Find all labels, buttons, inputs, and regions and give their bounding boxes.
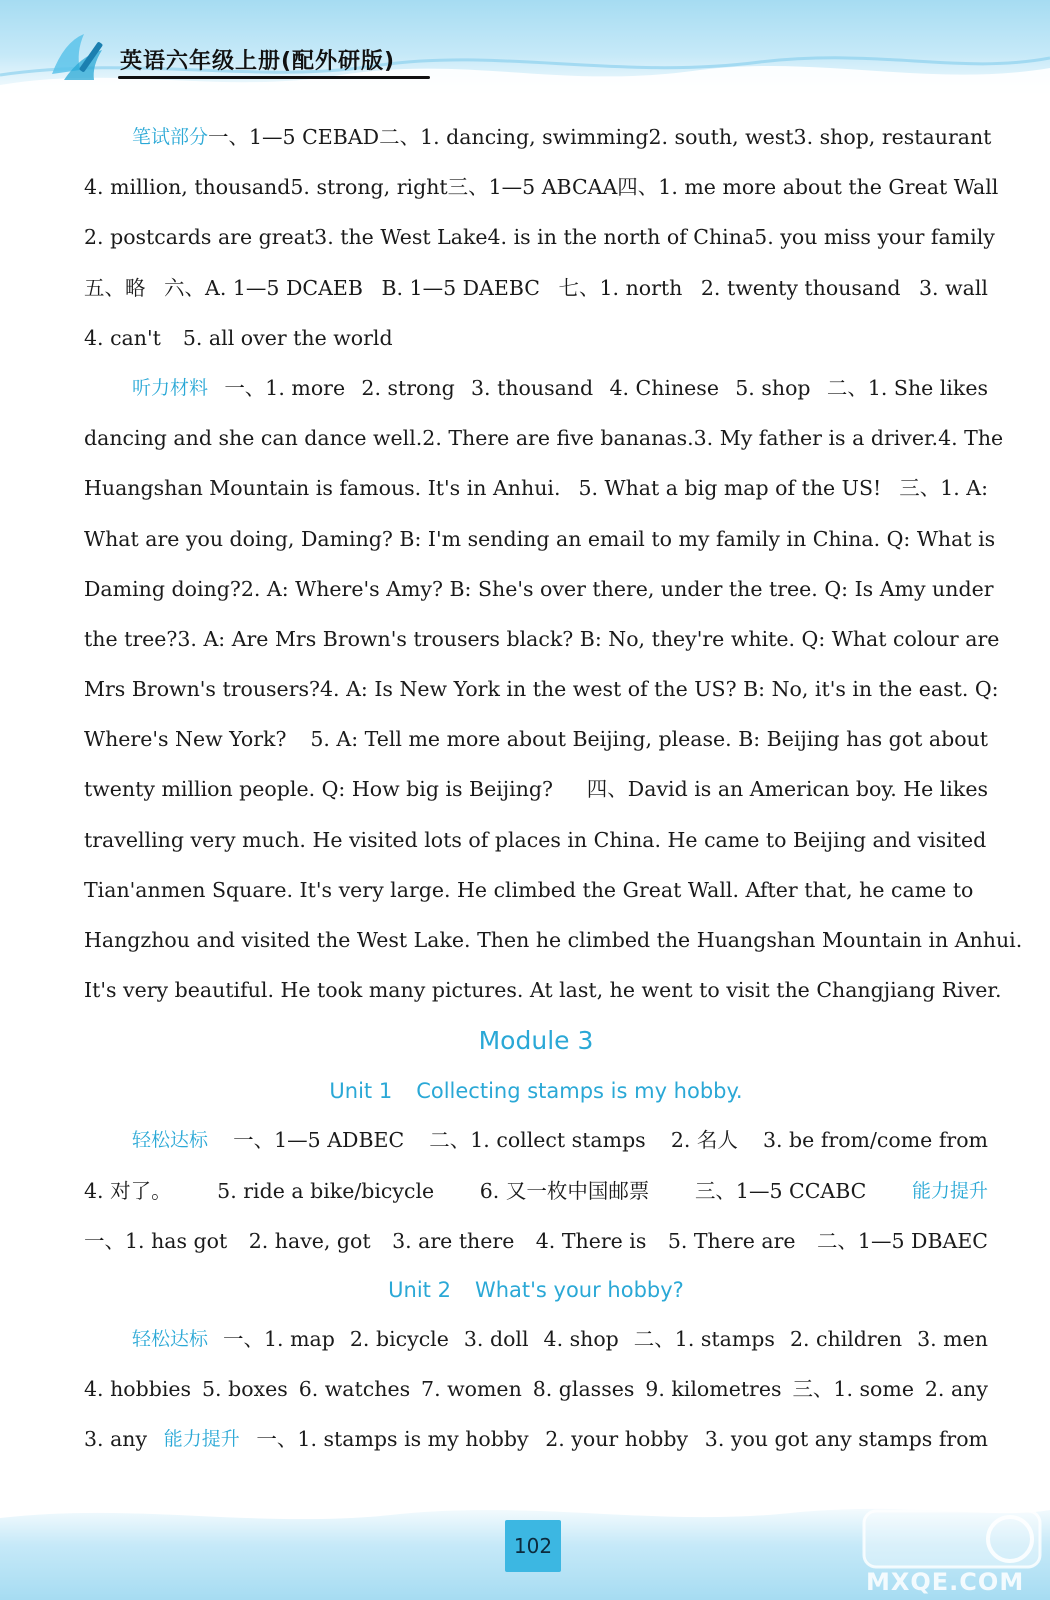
unit1-title: Collecting stamps is my hobby. xyxy=(416,1079,743,1104)
title-underline xyxy=(118,76,430,79)
answer-segment: 一、1—5 CEBAD xyxy=(208,125,380,149)
answer-segment: 3. shop, restaurant xyxy=(793,125,992,149)
answer-segment: 3. My father is a driver. xyxy=(693,426,939,451)
answer-segment: Where's New York? xyxy=(84,727,287,752)
answer-segment: 2. have, got xyxy=(248,1228,371,1253)
section-tag: 笔试部分 xyxy=(132,126,209,148)
answer-segment: dancing and she can dance well. xyxy=(84,426,423,451)
answer-segment: B. 1—5 DAEBC xyxy=(381,275,540,300)
answer-line xyxy=(84,564,994,614)
answer-segment: 2. There are five bananas. xyxy=(422,426,694,451)
answer-segment: 6. watches xyxy=(298,1377,411,1402)
unit2-heading xyxy=(84,1266,988,1314)
answer-segment: 2. A: Where's Amy? B: She's over there, under the tree. Q: Is Amy under xyxy=(240,576,994,601)
answer-segment: 三、1—5 ABCAA xyxy=(447,175,618,200)
answer-line xyxy=(84,815,988,865)
answer-segment: What are you doing, Daming? B: I'm sending an email to my family in China. Q: What is xyxy=(84,526,996,551)
answer-segment: Mrs Brown's trousers? xyxy=(84,677,321,702)
watermark-text: MXQE.COM xyxy=(866,1568,1025,1596)
answer-segment: 5. ride a bike/bicycle xyxy=(217,1178,435,1203)
answer-segment: 5. strong, right xyxy=(290,175,448,200)
answer-segment: 二、1. stamps xyxy=(633,1326,775,1351)
unit2-answers xyxy=(84,1314,988,1465)
answer-segment: 一、1. more xyxy=(224,375,346,400)
answer-segment: 3. are there xyxy=(392,1228,515,1253)
section-tag: 轻松达标 xyxy=(132,1327,209,1350)
answer-line xyxy=(84,212,995,262)
answer-segment: 3. you got any stamps from xyxy=(704,1427,988,1452)
answer-segment: 二、1. collect stamps xyxy=(429,1128,646,1153)
answer-segment: 3. any xyxy=(84,1427,148,1452)
answer-line xyxy=(84,915,1023,965)
unit1-label: Unit 1 xyxy=(329,1079,393,1104)
answer-line xyxy=(84,1314,988,1364)
unit2-label: Unit 2 xyxy=(388,1277,451,1302)
answer-content xyxy=(84,112,1023,1465)
answer-segment: 5. boxes xyxy=(202,1377,288,1402)
answer-line xyxy=(84,965,1002,1015)
book-pen-logo-icon xyxy=(44,22,114,92)
answer-segment: 三、1. some xyxy=(792,1377,914,1402)
answer-segment: 4. 对了。 xyxy=(84,1178,172,1203)
answer-segment: 一、1—5 ADBEC xyxy=(233,1128,405,1153)
answer-segment: 6. 又一枚中国邮票 xyxy=(479,1178,650,1203)
page-number-badge xyxy=(505,1520,561,1572)
answer-segment: the tree? xyxy=(84,626,178,651)
answer-line xyxy=(84,162,999,212)
answer-segment: 五、略 xyxy=(84,275,146,300)
answer-segment: Hangzhou and visited the West Lake. Then he climbed the Huangshan Mountain in Anhui. xyxy=(84,928,1023,952)
answer-line xyxy=(84,263,988,313)
answer-segment: 2. your hobby xyxy=(545,1427,689,1452)
answer-segment: 4. The xyxy=(938,426,1004,451)
answer-segment: 7. women xyxy=(421,1377,522,1402)
answer-line xyxy=(84,714,988,764)
answer-segment: 2. south, west xyxy=(648,125,794,149)
unit2-title: What's your hobby? xyxy=(474,1277,684,1302)
answer-segment: 5. you miss your family xyxy=(754,225,995,250)
answer-segment: twenty million people. Q: How big is Beijing? xyxy=(84,777,554,802)
answer-segment: 3. A: Are Mrs Brown's trousers black? B: No, they're white. Q: What colour are xyxy=(177,626,1000,651)
answer-segment: 2. twenty thousand xyxy=(700,275,901,300)
answer-line xyxy=(84,112,992,162)
answer-line xyxy=(84,614,1000,664)
answer-segment: 4. hobbies xyxy=(84,1377,192,1402)
section-tag: 轻松达标 xyxy=(132,1129,209,1152)
answer-segment: 5. A: Tell me more about Beijing, please. B: Beijing has got about xyxy=(310,727,988,752)
answer-segment: 3. the West Lake xyxy=(314,225,488,250)
answer-segment: 9. kilometres xyxy=(645,1377,782,1402)
answer-line xyxy=(84,413,1004,463)
page-number: 102 xyxy=(513,1534,553,1558)
answer-line xyxy=(84,1364,988,1414)
answer-segment: 4. can't xyxy=(84,325,161,350)
answer-line xyxy=(84,514,996,564)
answer-line xyxy=(84,313,988,363)
answer-segment: 5. There are xyxy=(667,1228,796,1253)
answer-segment: 5. shop xyxy=(735,375,811,400)
answer-segment: 3. wall xyxy=(919,275,988,300)
answer-segment: 3. men xyxy=(917,1326,988,1351)
answer-line xyxy=(84,664,999,714)
book-title: 英语六年级上册(配外研版) xyxy=(120,49,396,74)
answer-line xyxy=(84,363,988,413)
answer-segment: 七、1. north xyxy=(558,275,683,300)
answer-segment: 2. postcards are great xyxy=(84,225,315,250)
answer-segment: 4. shop xyxy=(543,1326,619,1351)
section-tag: 能力提升 xyxy=(911,1179,988,1202)
answer-segment: 5. all over the world xyxy=(182,325,393,350)
answer-segment: Daming doing? xyxy=(84,576,241,601)
header-band xyxy=(0,0,1050,100)
answer-segment: 4. A: Is New York in the west of the US? B: No, it's in the east. Q: xyxy=(320,677,999,702)
answer-line xyxy=(84,865,988,915)
answer-segment: 一、1. map xyxy=(223,1326,335,1351)
answer-segment: 4. There is xyxy=(535,1228,647,1253)
answer-line xyxy=(84,1216,988,1266)
answer-segment: 4. is in the north of China xyxy=(487,225,755,250)
answer-segment: 3. thousand xyxy=(471,375,594,400)
answer-segment: 4. million, thousand xyxy=(84,175,291,200)
answer-segment: It's very beautiful. He took many pictures. At last, he went to visit the Changjiang River. xyxy=(84,978,1002,1003)
answer-segment: 2. any xyxy=(924,1377,988,1402)
answer-segment: travelling very much. He visited lots of places in China. He came to Beijing and visited xyxy=(84,827,987,852)
answer-segment: 一、1. stamps is my hobby xyxy=(256,1427,529,1452)
answer-line xyxy=(84,764,988,814)
answer-segment: 8. glasses xyxy=(532,1377,635,1402)
answer-segment: Tian'anmen Square. It's very large. He climbed the Great Wall. After that, he came to xyxy=(84,877,974,902)
answer-segment: 二、1—5 DBAEC xyxy=(816,1228,988,1253)
answer-segment: 4. Chinese xyxy=(609,375,719,400)
answer-line xyxy=(84,1166,988,1216)
section-tag: 能力提升 xyxy=(163,1428,240,1451)
answer-segment: 2. 名人 xyxy=(670,1128,738,1153)
answer-segment: 一、1. has got xyxy=(84,1228,228,1253)
answer-line xyxy=(84,1414,988,1464)
answer-segment: 3. be from/come from xyxy=(762,1128,988,1153)
answer-segment: 三、1—5 CCABC xyxy=(694,1178,867,1203)
answer-segment: Huangshan Mountain is famous. It's in Anhui. xyxy=(84,476,561,501)
answer-segment: 二、1. She likes xyxy=(826,375,988,400)
unit1-heading xyxy=(84,1067,988,1115)
unit1-answers xyxy=(84,1115,988,1266)
answer-line xyxy=(84,463,988,513)
answer-segment: 3. doll xyxy=(463,1326,529,1351)
answer-segment: 5. What a big map of the US! xyxy=(578,476,882,501)
answer-segment: 三、1. A: xyxy=(899,476,988,501)
answer-segment: 六、A. 1—5 DCAEB xyxy=(164,275,363,300)
answer-segment: 2. strong xyxy=(361,375,455,400)
answer-segment: 2. bicycle xyxy=(349,1326,449,1351)
answer-segment: 四、David is an American boy. He likes xyxy=(586,777,988,802)
answer-segment: 四、1. me more about the Great Wall xyxy=(617,175,999,200)
section-tag: 听力材料 xyxy=(132,376,209,399)
module-title: Module 3 xyxy=(478,1026,594,1056)
answer-segment: 二、1. dancing, swimming xyxy=(379,125,649,149)
answer-line xyxy=(84,1115,988,1165)
answer-segment: 2. children xyxy=(789,1326,903,1351)
module2-answers xyxy=(84,112,1023,1015)
